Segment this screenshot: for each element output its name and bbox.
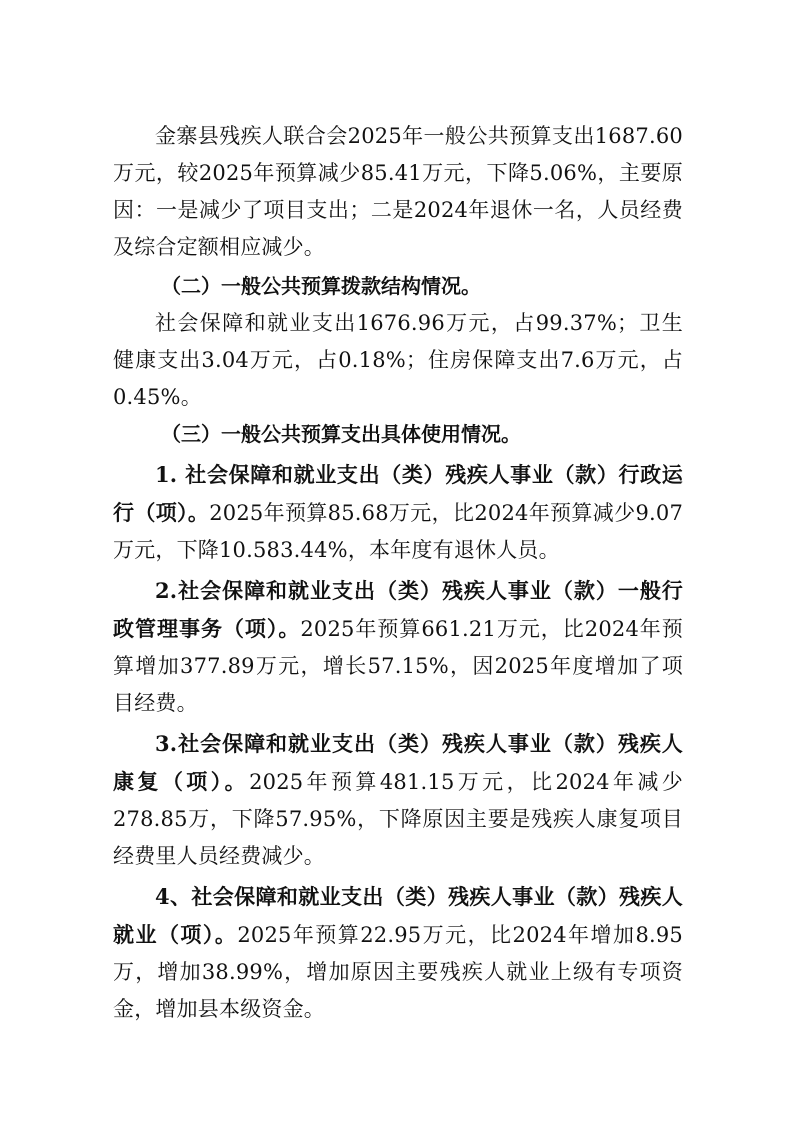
usage-item-2-title: 2.社会保障和就业支出（类）残疾人事业（款）一般行政管理事务（项）。 [113, 578, 683, 641]
section-heading-usage: （三）一般公共预算支出具体使用情况。 [161, 422, 521, 446]
usage-item-3 [113, 725, 683, 875]
usage-item-4-title: 4、社会保障和就业支出（类）残疾人事业（款）残疾人就业（项）。 [113, 884, 683, 947]
structure-paragraph: 社会保障和就业支出1676.96万元，占99.37%；卫生健康支出3.04万元，占0.18%；住房保障支出7.6万元，占0.45%。 [113, 311, 683, 409]
section-heading-structure: （二）一般公共预算拨款结构情况。 [161, 274, 481, 298]
usage-item-4 [113, 878, 683, 1028]
usage-item-4-body: 2025年预算22.95万元，比2024年增加8.95万，增加38.99%，增加原因主要残疾人就业上级有专项资金，增加县本级资金。 [113, 923, 683, 1021]
usage-item-2-body: 2025年预算661.21万元，比2024年预算增加377.89万元，增长57.15%，因2025年度增加了项目经费。 [113, 617, 683, 715]
usage-item-1-title: 1. 社会保障和就业支出（类）残疾人事业（款）行政运行（项）。 [113, 462, 683, 525]
usage-item-1 [113, 456, 683, 569]
usage-item-1-body: 2025年预算85.68万元，比2024年预算减少9.07万元，下降10.583.44%，本年度有退休人员。 [113, 501, 683, 562]
usage-item-3-body: 2025年预算481.15万元，比2024年减少278.85万，下降57.95%，下降原因主要是残疾人康复项目经费里人员经费减少。 [113, 770, 683, 868]
usage-item-3-title: 3.社会保障和就业支出（类）残疾人事业（款）残疾人康复（项）。 [113, 731, 683, 794]
budget-summary-paragraph: 金寨县残疾人联合会2025年一般公共预算支出1687.60万元，较2025年预算减少85.41万元，下降5.06%，主要原因：一是减少了项目支出；二是2024年退休一名，人员经费及综合定额相应减少。 [113, 124, 683, 259]
usage-item-2 [113, 572, 683, 722]
document-body [113, 118, 683, 1028]
